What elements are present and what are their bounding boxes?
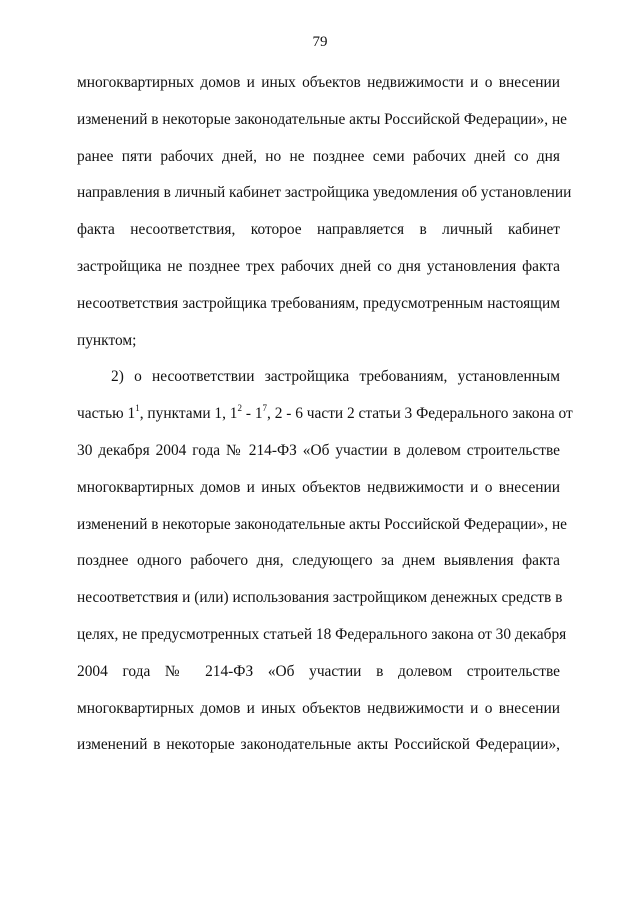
text-line: многоквартирных домов и иных объектов недвижимости и о внесении xyxy=(77,699,560,717)
text-line-with-superscripts xyxy=(77,403,573,441)
text-line: факта несоответствия, которое направляется в личный кабинет xyxy=(77,221,560,239)
text-line: 30 декабря 2004 года № 214-ФЗ «Об участии в долевом строительстве xyxy=(77,441,560,459)
text-line: изменений в некоторые законодательные акты Российской Федерации», не xyxy=(77,110,568,128)
text-line: несоответствия и (или) использования застройщиком денежных средств в xyxy=(77,589,563,607)
text-line: несоответствия застройщика требованиям, предусмотренным настоящим xyxy=(77,294,560,312)
text-line: застройщика не позднее трех рабочих дней со дня установления факта xyxy=(77,257,560,275)
text-line: многоквартирных домов и иных объектов недвижимости и о внесении xyxy=(77,478,560,496)
text-line: 2004 года № 214-ФЗ «Об участии в долевом строительстве xyxy=(77,662,560,680)
text-fragment: - 1 xyxy=(242,405,263,423)
text-line: направления в личный кабинет застройщика уведомления об установлении xyxy=(77,184,572,202)
text-fragment: , пунктами 1, 1 xyxy=(139,405,238,423)
superscript: 7 xyxy=(262,403,268,414)
text-line: ранее пяти рабочих дней, но не позднее семи рабочих дней со дня xyxy=(77,147,560,165)
text-line: пунктом; xyxy=(77,331,137,349)
text-fragment: , 2 - 6 части 2 статьи 3 Федерального закона от xyxy=(267,405,573,423)
text-line: многоквартирных домов и иных объектов недвижимости и о внесении xyxy=(77,74,560,91)
document-body xyxy=(77,73,573,772)
page-number: 79 xyxy=(312,34,328,50)
superscript: 1 xyxy=(135,403,140,414)
text-line: изменений в некоторые законодательные акты Российской Федерации», не xyxy=(77,515,568,533)
text-line: целях, не предусмотренных статьей 18 Федерального закона от 30 декабря xyxy=(77,625,567,643)
superscript: 2 xyxy=(237,403,242,414)
text-fragment: частью 1 xyxy=(77,405,136,423)
text-line: 2) о несоответствии застройщика требованиям, установленным xyxy=(111,368,560,386)
text-line: изменений в некоторые законодательные акты Российской Федерации», xyxy=(77,736,560,754)
text-line: позднее одного рабочего дня, следующего за днем выявления факта xyxy=(77,552,560,570)
